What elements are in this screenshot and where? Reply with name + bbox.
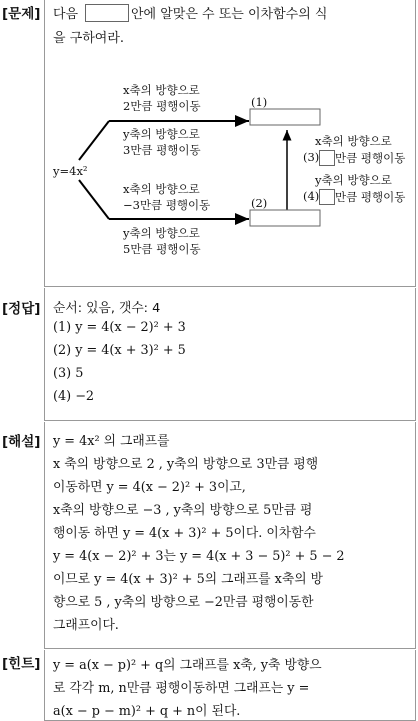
lower-branch-bottom-1: y축의 방향으로 bbox=[123, 226, 200, 240]
answer-line-5: (4) −2 bbox=[53, 389, 95, 404]
explain-line-3: 이동하면 y = 4(x − 2)² + 3이고, bbox=[53, 480, 246, 495]
question-line2: 을 구하여라. bbox=[53, 31, 125, 46]
right-step2-text: 만큼 평행이동 bbox=[335, 190, 406, 204]
answer-box-1 bbox=[250, 109, 320, 125]
blank-box-4 bbox=[319, 189, 335, 205]
explain-line-1: y = 4x² 의 그래프를 bbox=[53, 434, 170, 449]
answer-panel bbox=[44, 288, 416, 421]
answer-line-4: (3) 5 bbox=[53, 366, 84, 381]
hint-line-2: 로 각각 m, n만큼 평행이동하면 그래프는 y = bbox=[53, 681, 310, 696]
question-part2: 안에 알맞은 수 또는 이차함수의 식 bbox=[131, 7, 328, 22]
right-step1-num: (3) bbox=[303, 150, 320, 164]
branch-down-line bbox=[79, 180, 109, 219]
question-part1: 다음 bbox=[53, 7, 79, 22]
right-step2-line1: y축의 방향으로 bbox=[315, 173, 392, 187]
problem-panel bbox=[44, 0, 416, 287]
answer-line-3: (2) y = 4(x + 3)² + 5 bbox=[53, 343, 186, 358]
upper-branch-bottom-1: y축의 방향으로 bbox=[123, 127, 200, 141]
lower-branch-top-2: −3만큼 평행이동 bbox=[123, 198, 211, 212]
hint-line-3: a(x − p − m)² + q + n이 된다. bbox=[53, 704, 241, 719]
upper-branch-bottom-2: 3만큼 평행이동 bbox=[123, 143, 201, 157]
lower-branch-bottom-2: 5만큼 평행이동 bbox=[123, 242, 201, 256]
hint-panel bbox=[44, 650, 416, 721]
explain-line-4: x축의 방향으로 −3 , y축의 방향으로 5만큼 평 bbox=[53, 503, 313, 518]
answer-tag: [정답] bbox=[2, 301, 41, 317]
explain-line-2: x 축의 방향으로 2 , y축의 방향으로 3만큼 평행 bbox=[53, 457, 319, 472]
problem-tag: [문제] bbox=[2, 6, 41, 22]
upper-branch-top-2: 2만큼 평행이동 bbox=[123, 99, 201, 113]
answer-box-2 bbox=[250, 210, 320, 226]
start-equation: y=4x² bbox=[53, 164, 88, 178]
blank-label-2: (2) bbox=[251, 196, 268, 210]
right-step1-text: 만큼 평행이동 bbox=[335, 151, 406, 165]
blank-box-3 bbox=[319, 150, 335, 166]
explain-line-6: y = 4(x − 2)² + 3는 y = 4(x + 3 − 5)² + 5 − 2 bbox=[53, 549, 345, 564]
explain-line-7: 이므로 y = 4(x + 3)² + 5의 그래프를 x축의 방 bbox=[53, 572, 324, 587]
explain-line-9: 그래프이다. bbox=[53, 618, 119, 633]
hint-tag: [힌트] bbox=[2, 656, 41, 672]
explain-line-8: 향으로 5 , y축의 방향으로 −2만큼 평행이동한 bbox=[53, 595, 314, 610]
blank-label-1: (1) bbox=[251, 95, 268, 109]
right-step2-num: (4) bbox=[303, 189, 320, 203]
branch-up-line bbox=[79, 121, 109, 160]
explanation-panel bbox=[44, 422, 416, 649]
upper-branch-top-1: x축의 방향으로 bbox=[123, 83, 200, 97]
answer-line-1: 순서: 있음, 갯수: 4 bbox=[53, 301, 161, 316]
lower-branch-top-1: x축의 방향으로 bbox=[123, 182, 200, 196]
answer-line-2: (1) y = 4(x − 2)² + 3 bbox=[53, 320, 186, 335]
right-step1-line1: x축의 방향으로 bbox=[315, 134, 392, 148]
explanation-tag: [해설] bbox=[2, 434, 41, 450]
hint-line-1: y = a(x − p)² + q의 그래프를 x축, y축 방향으 bbox=[53, 658, 322, 673]
explain-line-5: 행이동 하면 y = 4(x + 3)² + 5이다. 이차함수 bbox=[53, 526, 316, 541]
